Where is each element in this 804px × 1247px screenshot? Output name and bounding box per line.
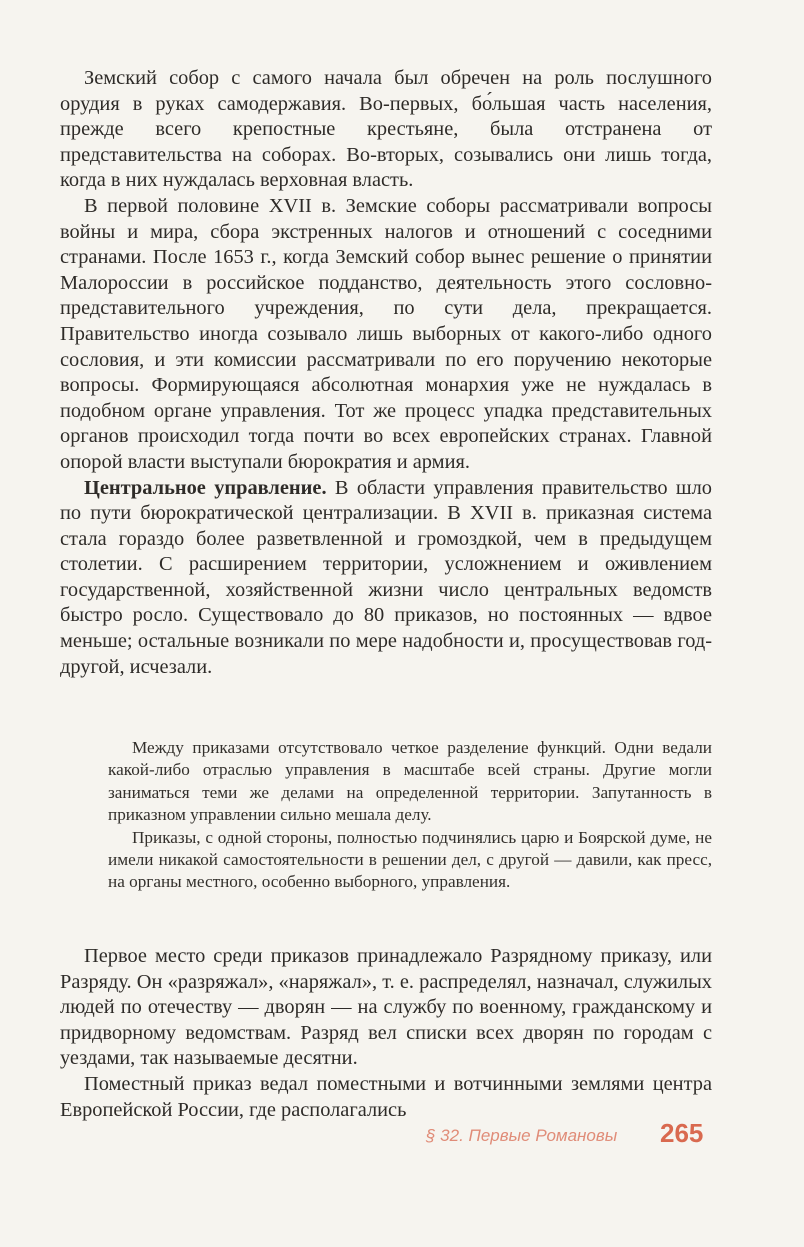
paragraph-xvii-century: В первой половине XVII в. Земские соборы рассматривали вопросы войны и мира, сбора экстренных налогов и отношений с соседними странами. После 1653 г., когда Земский собор вынес решение о принятии Малороссии в российское подданство, деятельность этого сословно-представительного учреждения, по сути дела, прекращается. Правительство иногда созывало лишь выборных от какого-либо одного сословия, и эти комиссии рассматривали по его поручению некоторые вопросы. Формирующаяся абсолютная монархия уже не нуждалась в подобном органе управления. Тот же процесс упадка представительных органов происходил тогда почти во всех европейских странах. Главной опорой власти выступали бюрократия и армия. [60,194,712,473]
paragraph-razryad: Первое место среди приказов принадлежало Разрядному приказу, или Разряду. Он «разряжал», «наряжал», т. е. распределял, назначал, служилых людей по отечеству — дворян — на службу по военному, гражданскому и придворному ведомствам. Разряд вел списки всех дворян по городам с уездами, так называемые десятни. [60,945,712,1070]
paragraph-pomestny: Поместный приказ ведал поместными и вотчинными землями центра Европейской России, где располагались [60,1072,712,1121]
excerpt-paragraph: Приказы, с одной стороны, полностью подчинялись царю и Боярской думе, не имели никакой самостоятельности в решении дел, с другой — давили, как пресс, на органы местного, особенно выборного, управления. [108,827,712,892]
excerpt-paragraph: Между приказами отсутствовало четкое разделение функций. Одни ведали какой-либо отраслью управления в масштабе всей страны. Другие могли заниматься теми же делами на определенной территории. Запутанность в приказном управлении сильно мешала делу. [108,738,712,825]
page-number: 265 [660,1118,704,1148]
section-text: В области управления правительство шло по пути бюрократической централизации. В XVII в. приказная система стала гораздо более разветвленной и громоздкой, чем в предыдущем столетии. С расширением территории, усложнением и оживлением государственной, хозяйственной жизни число центральных ведомств быстро росло. Существовало до 80 приказов, но постоянных — вдвое меньше; остальные возникали по мере надобности и, просуществовав год-другой, исчезали. [60,476,713,678]
excerpt-block [108,737,712,894]
paragraph-central-administration [60,476,712,681]
lower-text-block [60,944,712,1123]
paragraph-zemsky-sobor: Земский собор с самого начала был обречен на роль послушного орудия в руках самодержавия. Во-первых, бо́льшая часть населения, прежде всего крепостные крестьяне, была отстранена от представительства на соборах. Во-вторых, созывались они лишь тогда, когда в них нуждалась верховная власть. [60,67,712,192]
main-text-block [60,66,712,680]
section-heading: Центральное управление. [84,476,327,499]
running-head: § 32. Первые Романовы [426,1126,618,1145]
